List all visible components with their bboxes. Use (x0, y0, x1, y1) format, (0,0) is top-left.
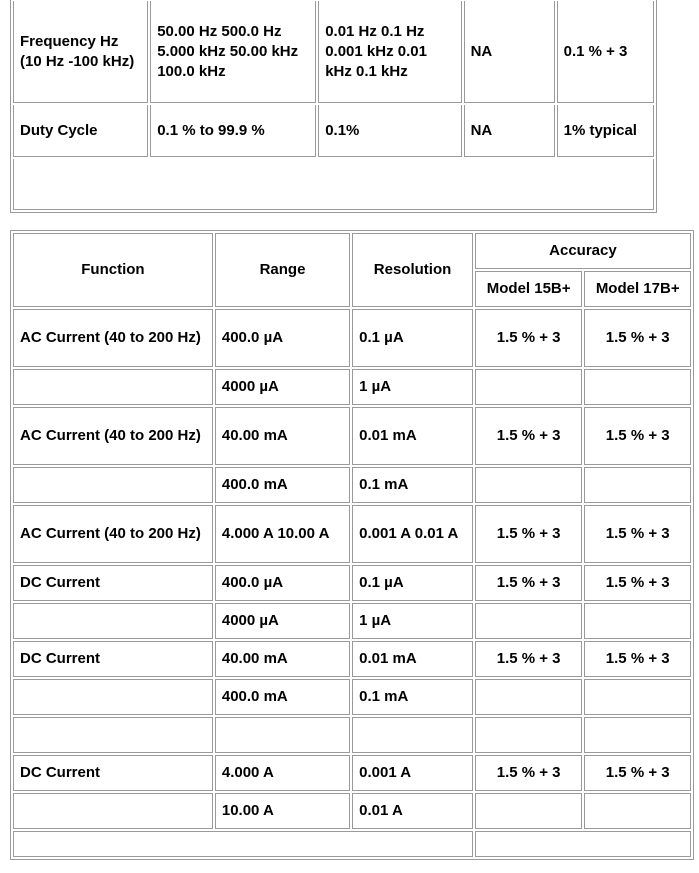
frequency-duty-table (10, 0, 657, 213)
table-cell: 50.00 Hz 500.0 Hz 5.000 kHz 50.00 kHz 100.0 kHz (150, 1, 316, 103)
table-cell: 4000 µA (215, 603, 350, 639)
table-cell: 1.5 % + 3 (475, 309, 583, 367)
table-cell: 4000 µA (215, 369, 350, 405)
table-cell: NA (464, 1, 555, 103)
table-cell: 1.5 % + 3 (475, 505, 583, 563)
empty-cell (475, 831, 691, 857)
table-cell: 1 µA (352, 369, 473, 405)
table-row (13, 641, 691, 677)
table-row (13, 717, 691, 753)
table-cell: DC Current (13, 565, 213, 601)
table-row (13, 1, 654, 103)
table-cell: 0.01 A (352, 793, 473, 829)
table-cell (13, 467, 213, 503)
table-cell: 0.001 A 0.01 A (352, 505, 473, 563)
empty-cell (13, 831, 473, 857)
table-cell: DC Current (13, 641, 213, 677)
table-cell (584, 467, 691, 503)
table-cell (475, 717, 583, 753)
table-cell: 0.1 µA (352, 565, 473, 601)
table-cell: 0.001 A (352, 755, 473, 791)
table-cell: 40.00 mA (215, 641, 350, 677)
table-cell: 10.00 A (215, 793, 350, 829)
table-cell: 40.00 mA (215, 407, 350, 465)
table-cell (13, 369, 213, 405)
table-cell (584, 717, 691, 753)
table-row (13, 679, 691, 715)
table-cell: 1.5 % + 3 (584, 505, 691, 563)
table-cell: 0.1 mA (352, 467, 473, 503)
table-cell: 1.5 % + 3 (475, 407, 583, 465)
table-cell: 0.1 µA (352, 309, 473, 367)
table-cell: 1.5 % + 3 (584, 309, 691, 367)
table-cell: 0.01 mA (352, 407, 473, 465)
table-cell: Frequency Hz (10 Hz -100 kHz) (13, 1, 148, 103)
table-row (13, 369, 691, 405)
table-cell (13, 717, 213, 753)
table-cell (475, 603, 583, 639)
function-header: Function (13, 233, 213, 307)
header-row (13, 233, 691, 269)
table-cell (352, 717, 473, 753)
table-row (13, 309, 691, 367)
footer-row (13, 831, 691, 857)
table-cell: 0.1% (318, 105, 461, 157)
table-cell: 4.000 A (215, 755, 350, 791)
table-cell: 400.0 mA (215, 467, 350, 503)
table-cell: 0.1 mA (352, 679, 473, 715)
table-cell (584, 369, 691, 405)
table-cell: 1.5 % + 3 (475, 565, 583, 601)
table-cell: 1.5 % + 3 (584, 641, 691, 677)
table-cell: 1% typical (557, 105, 654, 157)
table-row (13, 467, 691, 503)
model-15b-header: Model 15B+ (475, 271, 583, 307)
table-row (13, 505, 691, 563)
table-cell: Duty Cycle (13, 105, 148, 157)
table-cell (13, 603, 213, 639)
table-cell: 1.5 % + 3 (584, 755, 691, 791)
table-row (13, 603, 691, 639)
table-cell: 400.0 µA (215, 565, 350, 601)
table-cell (584, 679, 691, 715)
table-cell: 1 µA (352, 603, 473, 639)
table-row (13, 755, 691, 791)
table-cell: AC Current (40 to 200 Hz) (13, 309, 213, 367)
table-cell (475, 369, 583, 405)
table-cell: AC Current (40 to 200 Hz) (13, 505, 213, 563)
table-cell (475, 793, 583, 829)
table-cell: 1.5 % + 3 (475, 755, 583, 791)
model-17b-header: Model 17B+ (584, 271, 691, 307)
table-cell: 4.000 A 10.00 A (215, 505, 350, 563)
table-cell: 400.0 µA (215, 309, 350, 367)
table-cell: 0.1 % + 3 (557, 1, 654, 103)
table-cell: AC Current (40 to 200 Hz) (13, 407, 213, 465)
table-cell: 0.01 mA (352, 641, 473, 677)
empty-cell (13, 159, 654, 210)
resolution-header: Resolution (352, 233, 473, 307)
table-cell: DC Current (13, 755, 213, 791)
table-cell: 0.01 Hz 0.1 Hz 0.001 kHz 0.01 kHz 0.1 kHz (318, 1, 461, 103)
table-cell: 0.1 % to 99.9 % (150, 105, 316, 157)
current-spec-table (10, 230, 694, 860)
accuracy-header: Accuracy (475, 233, 691, 269)
table-cell: 1.5 % + 3 (475, 641, 583, 677)
range-header: Range (215, 233, 350, 307)
table-row (13, 407, 691, 465)
table-cell: 1.5 % + 3 (584, 565, 691, 601)
table-cell (475, 467, 583, 503)
table-cell (584, 793, 691, 829)
table-row (13, 793, 691, 829)
table-cell (13, 679, 213, 715)
table-row (13, 565, 691, 601)
table-row (13, 105, 654, 157)
table-cell (475, 679, 583, 715)
table-cell (584, 603, 691, 639)
table-cell: NA (464, 105, 555, 157)
table-row (13, 159, 654, 210)
table-cell (215, 717, 350, 753)
table-cell (13, 793, 213, 829)
table-cell: 400.0 mA (215, 679, 350, 715)
table-cell: 1.5 % + 3 (584, 407, 691, 465)
